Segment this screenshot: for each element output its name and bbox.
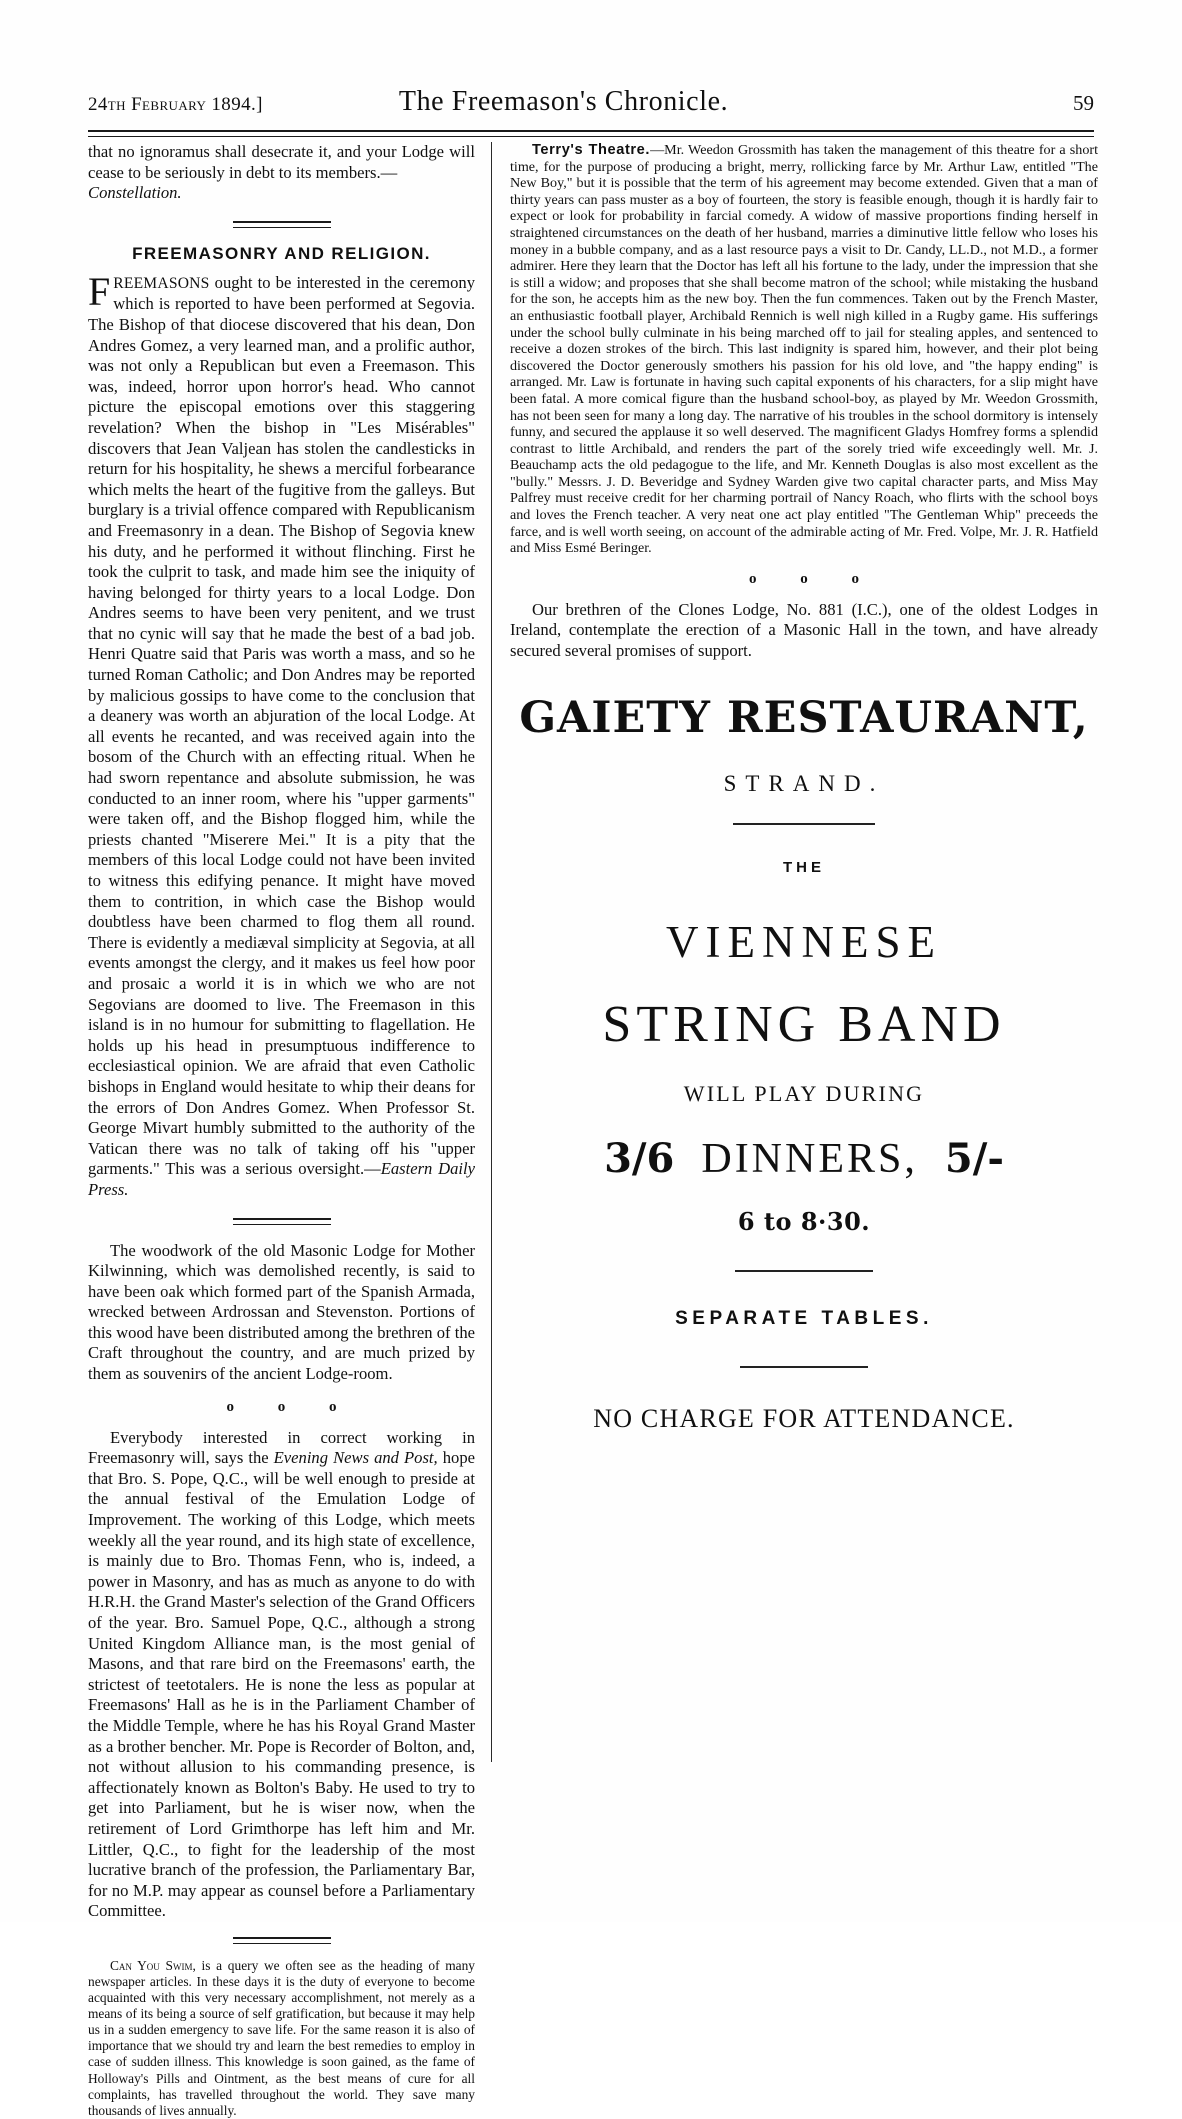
left-column	[88, 142, 491, 2118]
theatre-heading: Terry's Theatre.	[532, 142, 651, 158]
ad-separate-tables: SEPARATE TABLES.	[675, 1307, 933, 1329]
advertisement-gaiety-restaurant	[510, 692, 1098, 1434]
kilwinning-paragraph: The woodwork of the old Masonic Lodge for Mother Kilwinning, which was demolished recently, is said to have been oak which formed part of the Spanish Armada, wrecked between Ardrossan and Stevenston. Portions of this wood have been distributed among the brethren of the Craft throughout the country, and are much prized by them as souvenirs of the ancient Lodge-room.	[88, 1240, 475, 1384]
ad-no-charge-for-attendance: NO CHARGE FOR ATTENDANCE.	[593, 1403, 1015, 1433]
continued-article	[88, 142, 475, 204]
swim-text: is a query we often see as the heading of many newspaper articles. In these days it is the duty of everyone to become acquainted with this very necessary accomplishment, not merely as a means of its being a source of self gratification, but because it may help us in a sudden emergency to save life. For the same reason it is also of importance that we should try and learn the best remedies to employ in case of sudden illness. This knowledge is soon gained, as the fame of Holloway's Pills and Ointment, as the best means of cure for all complaints, has travelled throughout the world. They save many thousands of lives annually.	[88, 1957, 475, 2118]
ad-string-band: STRING BAND	[602, 995, 1006, 1053]
pope-paragraph	[88, 1428, 475, 1922]
ornament-right-1: o o o	[749, 570, 879, 587]
continued-paragraph: that no ignoramus shall desecrate it, and your Lodge will cease to be seriously in debt to its members.—	[88, 142, 475, 182]
article-body	[88, 268, 476, 1201]
issue-date: 24th February 1894.]	[88, 94, 263, 115]
ad-price-low: 3/6	[604, 1134, 675, 1182]
drop-cap: F	[88, 268, 111, 314]
pope-cited-paper: Evening News and Post,	[273, 1448, 438, 1468]
ad-title: GAIETY RESTAURANT,	[519, 692, 1089, 743]
column-container	[88, 142, 1098, 2118]
ad-serving-hours: 6 to 8·30.	[737, 1206, 871, 1236]
theatre-paragraph	[510, 142, 1098, 557]
swim-lead: Can You Swim,	[110, 1957, 196, 1973]
masthead-rule	[88, 130, 1094, 137]
ad-divider-1	[733, 823, 875, 825]
kilwinning-item	[88, 1241, 475, 1385]
clones-item	[510, 600, 1098, 662]
article-text: ought to be interested in the ceremony which is reported to have been performed at Segovia. The Bishop of that diocese discovered that his dean, Don Andres Gomez, a very learned man, and a prolific author, was not only a Republican but even a Freemason. This was, indeed, horror upon horror's head. Who cannot picture the episcopal emotions over this staggering revelation? When the bishop in "Les Misérables" discovers that Jean Valjean has stolen the candlesticks in return for his hospitality, he shews a merciful forbearance which melts the heart of the fugitive from the galleys. But burglary is a trivial offence compared with Republicanism and Freemasonry in a dean. The Bishop of Segovia knew his duty, and he performed it without flinching. First he took the culprit to task, and made him see the iniquity of having belonged for thirty years to a local Lodge. Don Andres seems to have been very penitent, and we trust that no cynic will say that he made the best of a bad job. Henri Quatre said that Paris was worth a mass, and so he turned Roman Catholic; and Don Andres may be reported by malicious gossips to have come to the conclusion that a deanery was worth an abjuration of the local Lodge. At all events he recanted, and was received again into the bosom of the Church with an effecting ritual. When he had sworn repentance and absolute submission, he was conducted to an inner room, where his "upper garments" were taken off, and the Bishop flogged him, while the priests chanted "Miserere Mei." It is a pity that the members of this local Lodge could not have been invited to witness this edifying penance. It might have moved them to contrition, in which case the Bishop would doubtless have been charmed to flog them all round. There is evidently a mediæval simplicity at Segovia, at all events amongst the clergy, and it makes us feel how poor and prosaic a world it is in which we who are not Segovians are doomed to live. The Freemason in this island is in no humour for submitting to flagellation. He holds up his head in presumptuous indifference to ecclesiastical opinion. We are afraid that even Catholic bishops in England would hesitate to whip their deans for the errors of Don Andres Gomez. When Professor St. George Mivart humbly submitted to the authority of the Vatican there was no talk of taking off his "upper garments." This was a serious oversight.—	[88, 272, 475, 1179]
kilwinning-divider	[233, 1218, 331, 1225]
swim-divider	[233, 1937, 331, 1944]
ornament-left-1: o o o	[226, 1398, 357, 1415]
right-column	[492, 142, 1098, 1882]
pope-text-pre: Everybody interested in correct working in Freemasonry will, says the	[88, 1427, 475, 1468]
article-freemasonry-religion	[88, 268, 476, 1201]
theatre-review	[510, 142, 1098, 557]
ad-divider-3	[740, 1366, 868, 1368]
article-lead-word: REEMASONS	[113, 274, 210, 292]
page-number: 59	[1073, 91, 1094, 115]
ad-location: STRAND.	[723, 770, 885, 796]
pope-item	[88, 1428, 475, 1922]
pope-text-post: hope that Bro. S. Pope, Q.C., will be well enough to preside at the annual festival of the Emulation Lodge of Improvement. The working of this Lodge, which meets weekly all the year round, and its high state of excellence, is mainly due to Bro. Thomas Fenn, who is, indeed, a power in Masonry, and has as much as anyone to do with H.R.H. the Grand Master's selection of the Grand Officers of the year. Bro. Samuel Pope, Q.C., although a strong United Kingdom Alliance man, is the most genial of Masons, and that rare bird on the Freemasons' earth, the strictest of teetotalers. He is none the less as popular at Freemasons' Hall as he is in the Parliament Chamber of the Middle Temple, where he has his Royal Grand Master as a brother bencher. Mr. Pope is Recorder of Bolton, and, not without allusion to his commanding presence, is affectionately known as Bolton's Baby. He used to try to get into Parliament, but he is wiser now, when the retirement of Lord Grimthorpe has left him and Mr. Littler, Q.C., to fight for the leadership of the most lucrative branch of the profession, the Parliamentary Bar, for no M.P. may appear as counsel before a Parliamentary Committee.	[88, 1448, 475, 1921]
section-divider	[233, 221, 331, 228]
ad-the-label: THE	[783, 858, 825, 876]
section-heading-freemasonry-religion: FREEMASONRY AND RELIGION.	[132, 243, 431, 263]
clones-paragraph: Our brethren of the Clones Lodge, No. 881 (I.C.), one of the oldest Lodges in Ireland, contemplate the erection of a Masonic Hall in the town, and have already secured several promises of support.	[510, 599, 1098, 661]
continued-source: Constellation.	[88, 183, 182, 203]
ad-divider-2	[735, 1270, 873, 1272]
theatre-body: —Mr. Weedon Grossmith has taken the management of this theatre for a short time, for the purpose of producing a bright, merry, rollicking farce by Mr. Arthur Law, entitled "The New Boy," but it is possible that the term of his agreement may become extended. Given that a man of thirty years can pass muster as a boy of fourteen, the story is feasible enough, though it is hardly fair to expect or look for probability in farcial comedy. A widow of massive proportions finding herself in straightened circumstances on the death of her husband, marries a diminutive little fellow who loses his money in a bubble company, and as a last resource pays a visit to Dr. Candy, LL.D., not M.D., a former admirer. Here they learn that the Doctor has left all his fortune to the lady, under the impression that she is still a widow; and proposes that she shall become matron of the school; while mistaking the husband for the son, he accepts him as the new boy. Then the fun commences. Taken out by the French Master, an enthusiastic football player, Archibald Rennich is well nigh killed in a Rugby game. His sufferings under the school bully culminate in his being marched off to jail for stealing apples, and sentenced to receive a dozen strokes of the birch. This last indignity is spared him, however, and their plot being discovered the Doctor generously smothers his passion for his old love, and "the happy ending" is arranged. Mr. Law is fortunate in having such capital exponents of his characters, for a slip might have been fatal. A more comical figure than the husband school-boy, as played by Mr. Weedon Grossmith, has not been seen for many a long day. The narrative of his troubles in the school dormitory is intensely funny, and secured the applause it so well deserved. The magnificent Gladys Homfrey forms a splendid contrast to little Archibald, and renders the part of the sorely tried wife exceedingly well. Mr. J. Beauchamp acts the old pedagogue to the life, and Mr. Kenneth Douglas is also most excellent as the "bully." Messrs. J. D. Beveridge and Sydney Warden give two capital character parts, and Miss May Palfrey must receive credit for her charming portrail of Nancy Roach, who flirts with the school boys and loves the French teacher. A very neat one act play entitled "The Gentleman Whip" preceeds the farce, and is well worth seeing, on account of the admirable acting of Mr. Fred. Volpe, Mr. J. R. Hatfield and Miss Esmé Beringer.	[510, 142, 1098, 557]
ad-price-high: 5/-	[944, 1134, 1004, 1182]
ad-dinners-word: DINNERS,	[701, 1135, 918, 1182]
running-head	[88, 86, 1094, 126]
publication-title: The Freemason's Chronicle.	[398, 86, 729, 117]
ad-will-play-during: WILL PLAY DURING	[683, 1080, 925, 1106]
swim-item	[88, 1958, 475, 2119]
ad-viennese: VIENNESE	[666, 916, 942, 967]
ad-dinner-prices	[510, 1134, 1098, 1182]
swim-paragraph	[88, 1958, 475, 2119]
article-source: Eastern Daily Press.	[88, 1159, 476, 1199]
